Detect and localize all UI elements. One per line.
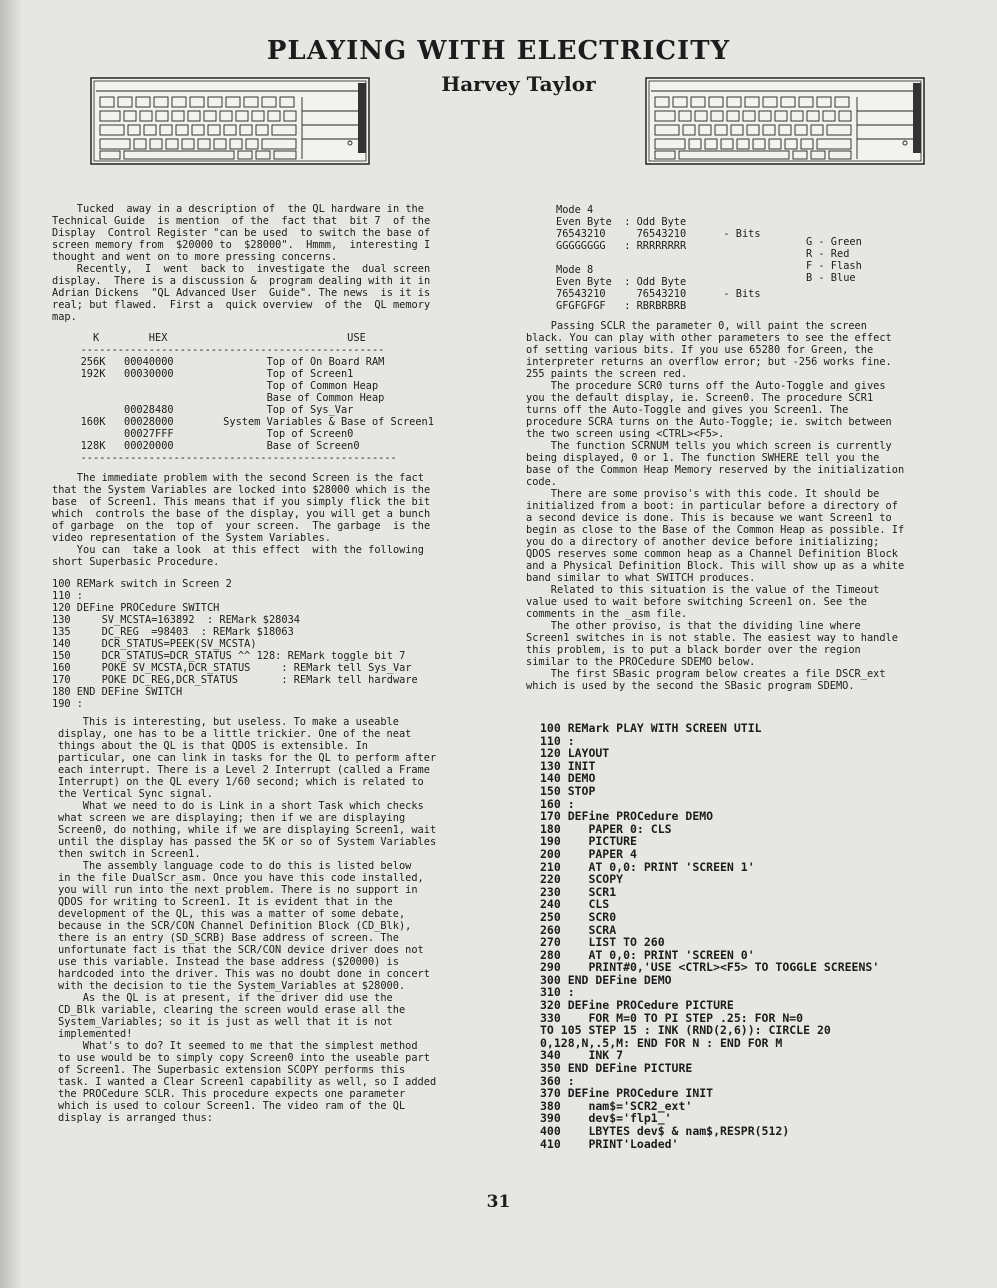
demo-program-code: 100 REMark PLAY WITH SCREEN UTIL 110 : 120 LAYOUT 130 INIT 140 DEMO 150 STOP 160 : 170 DEFine PROCedure DEMO 180 PAPER 0: CLS 190 PICTURE 200 PAPER 4 210 AT 0,0: PRINT 'SCREEN 1' 220 SCOPY 230 SCR1 240 CLS 250 SCR0 260 SCRA 270 LIST TO 260 280 AT 0,0: PRINT 'SCREEN 0' 290 PRINT#0,'USE <CTRL><F5> TO TOGGLE SCREENS' 300 END DEFine DEMO 310 : 320 DEFine PROCedure PICTURE 330 FOR M=0 TO PI STEP .25: FOR N=0 TO 105 STEP 15 : INK (RND(2,6)): CIRCLE 20 0,128,N,.5,M: END FOR N : END FOR M 340 INK 7 350 END DEFine PICTURE 360 : 370 DEFine PROCedure INIT 380 nam$='SCR2_ext' 390 dev$='flp1_' 400 LBYTES dev$ & nam$,RESPR(512) 410 PRINT'Loaded' bbox=[540, 721, 880, 1151]
colour-legend: G - Green R - Red F - Flash B - Blue bbox=[806, 236, 862, 284]
page-number: 31 bbox=[486, 1192, 511, 1212]
article-author: Harvey Taylor bbox=[441, 72, 596, 96]
problem-paragraph: The immediate problem with the second Screen is the fact that the System Variables are locked into $28000 which is the base of Screen1. This means that if you simply flick the bit which controls the base of the display, you will get a bunch of garbage on the top of your screen. The garbage is the video representation of the System Variables. You can take a look at this effect with the following short Superbasic Procedure. bbox=[52, 472, 431, 568]
interrupt-paragraph: This is interesting, but useless. To make a useable display, one has to be a little trickier. One of the neat things about the QL is that QDOS is extensible. In particular, one can link in tasks for the QL to perform after each interrupt. There is a Level 2 Interrupt (called a Frame Interrupt) on the QL every 1/60 second; which is related to the Vertical Sync signal. What we need to do is Link in a short Task which checks what screen we are displaying; then if we are displaying Screen0, do nothing, while if we are displaying Screen1, wait until the display has passed the 5K or so of System Variables then switch in Screen1. The assembly language code to do this is listed below in the file DualScr_asm. Once you have this code installed, you will run into the next problem. There is no support in QDOS for writing to Screen1. It is evident that in the development of the QL, this was a matter of some debate, because in the SCR/CON Channel Definition Block (CD_Blk), there is an entry (SD_SCRB) Base address of screen. The unfortunate fact is that the SCR/CON device driver does not use this variable. Instead the base address ($20000) is hardcoded into the driver. This was no doubt done in concert with the decision to tie the System_Variables at $28000. As the QL is at present, if the driver did use the CD_Blk variable, clearing the screen would erase all the System_Variables; so it is just as well that it is not implemented! What's to do? It seemed to me that the simplest method to use would be to simply copy Screen0 into the useable part of Screen1. The Superbasic extension SCOPY performs this task. I wanted a Clear Screen1 capability as well, so I added the PROCedure SCLR. This procedure expects one parameter which is used to colour Screen1. The video ram of the QL display is arranged thus: bbox=[58, 716, 437, 1124]
switch-procedure-code: 100 REMark switch in Screen 2 110 : 120 DEFine PROCedure SWITCH 130 SV_MCSTA=163892 : REMark $28034 135 DC_REG =98403 : REMark $18063 140 DCR_STATUS=PEEK(SV_MCSTA) 150 DCR_STATUS=DCR_STATUS ^^ 128: REMark toggle bit 7 160 POKE SV_MCSTA,DCR_STATUS : REMark tell Sys_Var 170 POKE DC_REG,DCR_STATUS : REMark tell hardware 180 END DEFine SWITCH 190 : bbox=[52, 578, 418, 710]
article-title: PLAYING WITH ELECTRICITY bbox=[266, 36, 731, 66]
intro-paragraph: Tucked away in a description of the QL hardware in the Technical Guide is mention of the fact that bit 7 of the Display Control Register "can be used to switch the base of screen memory from $20000 to $28000". Hmmm, interesting I thought and went on to more pressing concerns. Recently, I went back to investigate the dual screen display. There is a discussion & program dealing with it in Adrian Dickens "QL Advanced User Guide". The news is it is real; but flawed. First a quick overview of the QL memory map. bbox=[52, 203, 431, 323]
scan-edge bbox=[0, 0, 22, 1288]
ql-keyboard-illustration-right bbox=[645, 77, 925, 165]
video-ram-modes: Mode 4 Even Byte : Odd Byte 76543210 76543210 - Bits GGGGGGGG : RRRRRRRR Mode 8 Even Byte : Odd Byte 76543210 76543210 - Bits GFGFGFGF : RBRBRBRB bbox=[556, 204, 761, 312]
ql-keyboard-illustration-left bbox=[90, 77, 370, 165]
procedures-explanation: Passing SCLR the parameter 0, will paint the screen black. You can play with other parameters to see the effect of setting various bits. If you use 65280 for Green, the interpreter returns an overflow error; but -256 works fine. 255 paints the screen red. The procedure SCR0 turns off the Auto-Toggle and gives you the default display, ie. Screen0. The procedure SCR1 turns off the Auto-Toggle and gives you Screen1. The procedure SCRA turns on the Auto-Toggle; ie. switch between the two screen using <CTRL><F5>. The function SCRNUM tells you which screen is currently being displayed, 0 or 1. The function SWHERE tell you the base of the Common Heap Memory reserved by the initialization code. There are some proviso's with this code. It should be initialized from a boot: in particular before a directory of a second device is done. This is because we want Screen1 to begin as close to the Base of the Common Heap as possible. If you do a directory of another device before initializing; QDOS reserves some common heap as a Channel Definition Block and a Physical Definition Block. This will show up as a white band similar to what SWITCH produces. Related to this situation is the value of the Timeout value used to wait before switching Screen1 on. See the comments in the _asm file. The other proviso, is that the dividing line where Screen1 switches in is not stable. The easiest way to handle this problem, is to put a black border over the region similar to the PROCedure SDEMO below. The first SBasic program below creates a file DSCR_ext which is used by the second the SBasic program SDEMO. bbox=[526, 320, 905, 692]
memory-map-table: K HEX USE ------------------------------------------------- 256K 00040000 Top of On Board RAM 192K 00030000 Top of Screen1 Top of Common Heap Base of Common Heap 00028480 Top of Sys_Var 160K 00028000 System Variables & Base of Screen1 00027FFF Top of Screen0 128K 00020000 Base of Screen0 --------------------------------------------------- bbox=[80, 332, 434, 464]
